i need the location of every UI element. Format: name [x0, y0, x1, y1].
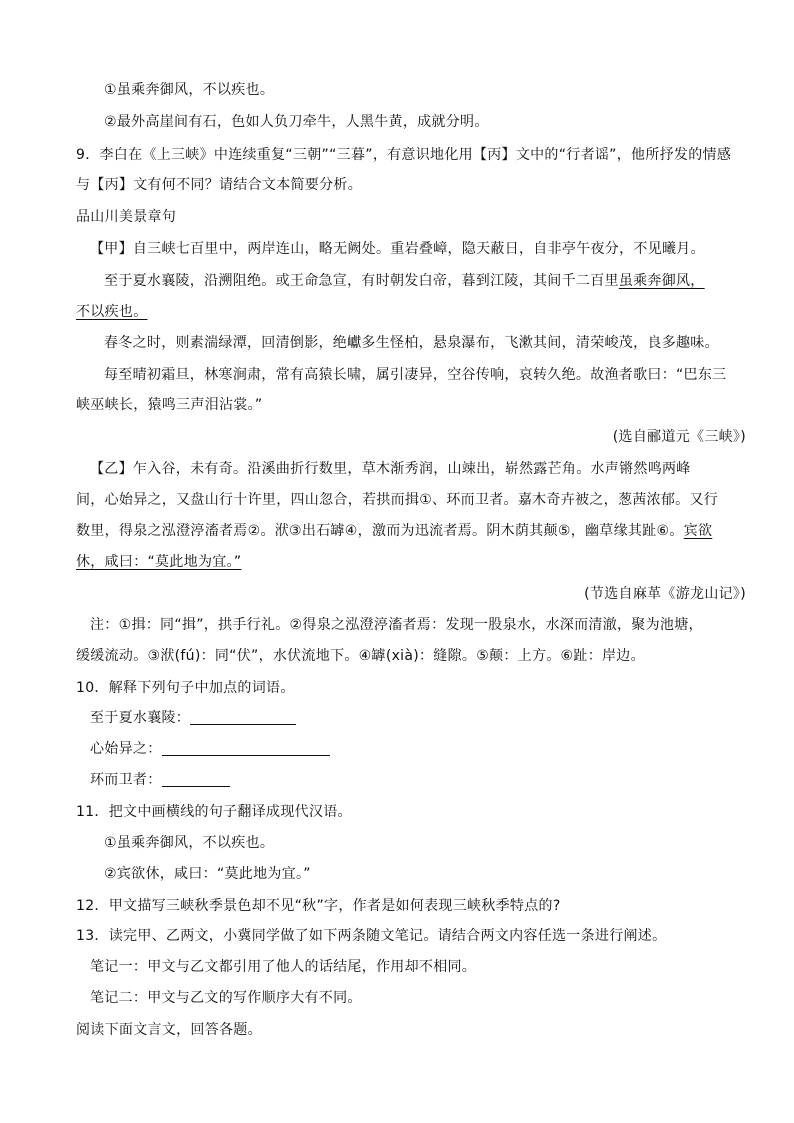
question-9-cont: 与【丙】文有何不同？请结合文本简要分析。	[76, 177, 362, 193]
question-13: 13．读完甲、乙两文，小冀同学做了如下两条随文笔记。请结合两文内容任选一条进行阐述。	[76, 928, 667, 944]
note-1: 笔记一：甲文与乙文都引用了他人的话结尾，作用却不相同。	[90, 959, 477, 975]
q11-item-1: ①虽乘奔御风，不以疾也。	[104, 835, 275, 851]
passage-yi-3	[76, 521, 712, 541]
source-yi: (节选自麻革《游龙山记》)	[584, 586, 746, 602]
question-11: 11．把文中画横线的句子翻译成现代汉语。	[76, 804, 352, 820]
underlined-sentence: 休，咸曰：“莫此地为宜。”	[76, 554, 242, 570]
notes-cont: 缓缓流动。③洑(fú)：同“伏”，水伏流地下。④罅(xià)：缝隙。⑤颠：上方。⑥趾：岸边。	[76, 648, 645, 664]
underlined-sentence: 虽乘奔御风，	[618, 273, 705, 289]
underlined-sentence: 宾欲	[683, 523, 713, 539]
next-section-intro: 阅读下面文言文，回答各题。	[76, 1022, 262, 1038]
source-jia: (选自郦道元《三峡》)	[612, 429, 746, 445]
passage-jia-p4-cont: 峡巫峡长，猿鸣三声泪沾裳。”	[76, 397, 263, 413]
answer-blank[interactable]	[190, 710, 296, 725]
notes: 注：①揖：同“揖”，拱手行礼。②得泉之泓澄渟滀者焉：发现一股泉水，水深而清澈，聚为池塘，	[90, 617, 703, 633]
passage-yi-2: 间，心始异之，又盘山行十许里，四山忽合，若拱而揖①、环而卫者。嘉木奇卉被之，葱茜浓郁。又行	[76, 492, 719, 508]
q11-item-2: ②宾欲休，咸曰：“莫此地为宜。”	[104, 866, 311, 882]
passage-text: 数里，得泉之泓澄渟滀者焉②。洑③出石罅④，激而为迅流者焉。阴木荫其颠⑤，幽草缘其趾⑥。	[76, 523, 684, 539]
passage-yi-1: 【乙】乍入谷，未有奇。沿溪曲折行数里，草木渐秀润，山竦出，崭然露芒角。水声锵然鸣两峰	[90, 461, 691, 477]
underlined-sentence: 不以疾也。	[76, 304, 148, 320]
q10-item-2	[90, 739, 330, 759]
question-10: 10．解释下列句子中加点的词语。	[76, 680, 295, 696]
passage-yi-4	[76, 552, 241, 572]
example-sentence-1: ①虽乘奔御风，不以疾也。	[104, 82, 275, 98]
q10-item-1	[90, 708, 296, 728]
q10-item-label: 至于夏水襄陵：	[90, 710, 191, 726]
passage-jia-p1: 【甲】自三峡七百里中，两岸连山，略无阙处。重岩叠嶂，隐天蔽日，自非亭午夜分，不见曦月。	[90, 241, 705, 257]
passage-jia-p3: 春冬之时，则素湍绿潭，回清倒影，绝巘多生怪柏，悬泉瀑布，飞漱其间，清荣峻茂，良多趣味。	[104, 335, 719, 351]
q10-item-label: 环而卫者：	[90, 772, 162, 788]
example-sentence-2: ②最外高崖间有石，色如人负刀牵牛，人黑牛黄，成就分明。	[104, 114, 489, 130]
q10-item-label: 心始异之：	[90, 741, 162, 757]
question-9: 9．李白在《上三峡》中连续重复“三朝”“三暮”，有意识地化用【丙】文中的“行者谣”，他所抒发的情感	[76, 147, 732, 163]
answer-blank[interactable]	[162, 772, 230, 787]
passage-jia-p2	[104, 271, 705, 291]
question-12: 12．甲文描写三峡秋季景色却不见“秋”字，作者是如何表现三峡秋季特点的?	[76, 898, 561, 914]
answer-blank[interactable]	[162, 741, 330, 756]
note-2: 笔记二：甲文与乙文的写作顺序大有不同。	[90, 990, 362, 1006]
passage-jia-p4: 每至晴初霜旦，林寒涧肃，常有高猿长啸，属引凄异，空谷传响，哀转久绝。故渔者歌曰：“巴东三	[104, 367, 727, 383]
section-heading: 品山川美景章句	[76, 209, 177, 225]
passage-jia-p2-cont	[76, 302, 148, 322]
passage-text: 至于夏水襄陵，沿溯阻绝。或王命急宣，有时朝发白帝，暮到江陵，其间千二百里	[104, 273, 619, 289]
q10-item-3	[90, 770, 230, 790]
